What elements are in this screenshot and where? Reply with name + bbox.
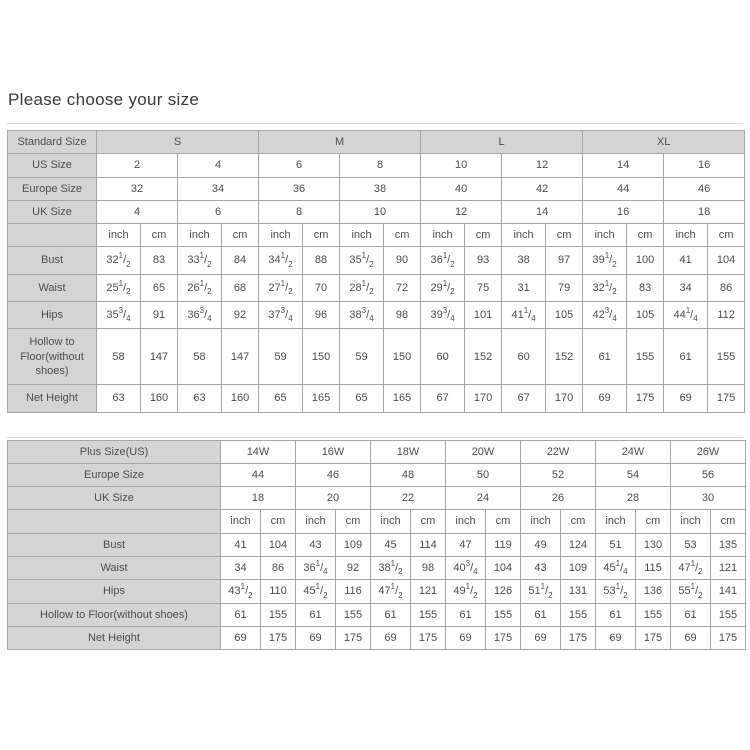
value-cell: 130 <box>636 533 671 556</box>
value-cell: 61 <box>371 603 411 626</box>
standard-size-table <box>7 130 745 413</box>
table-row <box>8 200 745 223</box>
value-cell: 69 <box>296 626 336 649</box>
value-cell: 4 <box>97 200 178 223</box>
value-cell: 69 <box>446 626 486 649</box>
row-label: Waist <box>8 274 97 301</box>
unit-header-cell: inch <box>221 510 261 533</box>
value-cell: 44 <box>583 177 664 200</box>
value-cell: 20W <box>446 440 521 463</box>
value-cell: 75 <box>465 274 502 301</box>
value-cell: $35^1/_2$ <box>340 247 384 274</box>
value-cell: $25^1/_2$ <box>97 274 141 301</box>
value-cell: 93 <box>465 247 502 274</box>
value-cell: $33^1/_2$ <box>178 247 222 274</box>
value-cell: 175 <box>711 626 746 649</box>
value-cell: 38 <box>502 247 546 274</box>
value-cell: 72 <box>384 274 421 301</box>
value-cell: 165 <box>303 385 340 412</box>
value-cell: 160 <box>141 385 178 412</box>
value-cell: 42 <box>502 177 583 200</box>
value-cell: 45 <box>371 533 411 556</box>
value-cell: 70 <box>303 274 340 301</box>
value-cell: 59 <box>340 329 384 385</box>
value-cell: 69 <box>596 626 636 649</box>
value-cell: 175 <box>627 385 664 412</box>
value-cell: 104 <box>261 533 296 556</box>
value-cell: 160 <box>222 385 259 412</box>
value-cell: 104 <box>486 557 521 580</box>
row-label: US Size <box>8 154 97 177</box>
row-label: Bust <box>8 533 221 556</box>
value-cell: $45^1/_4$ <box>596 557 636 580</box>
value-cell: 34 <box>664 274 708 301</box>
value-cell: 28 <box>596 487 671 510</box>
value-cell: 92 <box>336 557 371 580</box>
row-label: Hollow to Floor(without shoes) <box>8 329 97 385</box>
row-label: Waist <box>8 557 221 580</box>
value-cell: 105 <box>627 302 664 329</box>
value-cell: 44 <box>221 463 296 486</box>
unit-header-cell: inch <box>596 510 636 533</box>
unit-header-cell: inch <box>446 510 486 533</box>
plus-size-table <box>7 440 746 651</box>
value-cell: 91 <box>141 302 178 329</box>
unit-header-cell: cm <box>384 224 421 247</box>
unit-header-cell: cm <box>546 224 583 247</box>
value-cell: 56 <box>671 463 746 486</box>
row-label: UK Size <box>8 487 221 510</box>
table-row <box>8 131 745 154</box>
value-cell: 65 <box>141 274 178 301</box>
row-label: Europe Size <box>8 463 221 486</box>
value-cell: 141 <box>711 580 746 603</box>
unit-header-cell: inch <box>421 224 465 247</box>
value-cell: $35^3/_4$ <box>97 302 141 329</box>
value-cell: $38^3/_4$ <box>340 302 384 329</box>
divider-line <box>7 437 743 438</box>
value-cell: $44^1/_4$ <box>664 302 708 329</box>
value-cell: $26^1/_2$ <box>178 274 222 301</box>
value-cell: 147 <box>222 329 259 385</box>
value-cell: 105 <box>546 302 583 329</box>
unit-header-cell: inch <box>521 510 561 533</box>
value-cell: 50 <box>446 463 521 486</box>
value-cell: 150 <box>384 329 421 385</box>
value-cell: 18 <box>664 200 745 223</box>
row-label: Net Height <box>8 385 97 412</box>
value-cell: 12 <box>421 200 502 223</box>
row-label: Standard Size <box>8 131 97 154</box>
value-cell: 30 <box>671 487 746 510</box>
value-cell: 60 <box>502 329 546 385</box>
value-cell: $37^3/_4$ <box>259 302 303 329</box>
value-cell: 65 <box>259 385 303 412</box>
value-cell: 86 <box>708 274 745 301</box>
value-cell: $41^1/_4$ <box>502 302 546 329</box>
value-cell: 14W <box>221 440 296 463</box>
value-cell: 22 <box>371 487 446 510</box>
value-cell: 2 <box>97 154 178 177</box>
size-group-cell: S <box>97 131 259 154</box>
value-cell: 41 <box>221 533 261 556</box>
value-cell: 53 <box>671 533 711 556</box>
unit-header-cell: cm <box>261 510 296 533</box>
value-cell: 59 <box>259 329 303 385</box>
table-row <box>8 510 746 533</box>
value-cell: 175 <box>411 626 446 649</box>
value-cell: 58 <box>97 329 141 385</box>
row-label: Hollow to Floor(without shoes) <box>8 603 221 626</box>
value-cell: 170 <box>465 385 502 412</box>
value-cell: 38 <box>340 177 421 200</box>
value-cell: 155 <box>636 603 671 626</box>
value-cell: 69 <box>583 385 627 412</box>
value-cell: $38^1/_2$ <box>371 557 411 580</box>
table-row <box>8 440 746 463</box>
unit-header-cell: cm <box>141 224 178 247</box>
value-cell: $55^1/_2$ <box>671 580 711 603</box>
value-cell: 90 <box>384 247 421 274</box>
value-cell: $36^3/_4$ <box>178 302 222 329</box>
value-cell: 175 <box>636 626 671 649</box>
value-cell: $53^1/_2$ <box>596 580 636 603</box>
value-cell: 24 <box>446 487 521 510</box>
value-cell: 92 <box>222 302 259 329</box>
value-cell: 14 <box>583 154 664 177</box>
unit-header-cell: inch <box>583 224 627 247</box>
value-cell: 83 <box>141 247 178 274</box>
value-cell: $34^1/_2$ <box>259 247 303 274</box>
value-cell: 34 <box>178 177 259 200</box>
value-cell: 175 <box>486 626 521 649</box>
row-label <box>8 224 97 247</box>
unit-header-cell: cm <box>627 224 664 247</box>
value-cell: 8 <box>259 200 340 223</box>
value-cell: 96 <box>303 302 340 329</box>
table-row <box>8 580 746 603</box>
value-cell: 31 <box>502 274 546 301</box>
row-label: Europe Size <box>8 177 97 200</box>
unit-header-cell: inch <box>340 224 384 247</box>
value-cell: 114 <box>411 533 446 556</box>
value-cell: 4 <box>178 154 259 177</box>
table-row <box>8 329 745 385</box>
value-cell: 112 <box>708 302 745 329</box>
value-cell: 170 <box>546 385 583 412</box>
unit-header-cell: cm <box>411 510 446 533</box>
value-cell: 135 <box>711 533 746 556</box>
value-cell: 155 <box>627 329 664 385</box>
value-cell: 61 <box>596 603 636 626</box>
table-row <box>8 557 746 580</box>
value-cell: 51 <box>596 533 636 556</box>
row-label: Plus Size(US) <box>8 440 221 463</box>
value-cell: 100 <box>627 247 664 274</box>
unit-header-cell: cm <box>636 510 671 533</box>
value-cell: 101 <box>465 302 502 329</box>
value-cell: 46 <box>296 463 371 486</box>
value-cell: 67 <box>421 385 465 412</box>
unit-header-cell: cm <box>711 510 746 533</box>
value-cell: 24W <box>596 440 671 463</box>
value-cell: $47^1/_2$ <box>671 557 711 580</box>
value-cell: 119 <box>486 533 521 556</box>
value-cell: 46 <box>664 177 745 200</box>
value-cell: 124 <box>561 533 596 556</box>
value-cell: 116 <box>336 580 371 603</box>
value-cell: 61 <box>296 603 336 626</box>
value-cell: $32^1/_2$ <box>583 274 627 301</box>
value-cell: 18 <box>221 487 296 510</box>
unit-header-cell: cm <box>222 224 259 247</box>
value-cell: 40 <box>421 177 502 200</box>
value-cell: 32 <box>97 177 178 200</box>
value-cell: 69 <box>664 385 708 412</box>
table-row <box>8 274 745 301</box>
value-cell: 63 <box>178 385 222 412</box>
value-cell: 36 <box>259 177 340 200</box>
unit-header-cell: inch <box>664 224 708 247</box>
value-cell: $36^1/_4$ <box>296 557 336 580</box>
value-cell: $45^1/_2$ <box>296 580 336 603</box>
value-cell: 155 <box>711 603 746 626</box>
unit-header-cell: cm <box>336 510 371 533</box>
value-cell: 47 <box>446 533 486 556</box>
value-cell: 52 <box>521 463 596 486</box>
table-row <box>8 463 746 486</box>
table-row <box>8 177 745 200</box>
value-cell: 61 <box>221 603 261 626</box>
value-cell: 165 <box>384 385 421 412</box>
value-cell: 98 <box>411 557 446 580</box>
value-cell: 68 <box>222 274 259 301</box>
unit-header-cell: inch <box>371 510 411 533</box>
value-cell: 10 <box>421 154 502 177</box>
size-group-cell: M <box>259 131 421 154</box>
value-cell: 88 <box>303 247 340 274</box>
value-cell: 69 <box>221 626 261 649</box>
value-cell: 16W <box>296 440 371 463</box>
value-cell: 65 <box>340 385 384 412</box>
row-label: UK Size <box>8 200 97 223</box>
unit-header-cell: inch <box>178 224 222 247</box>
value-cell: 150 <box>303 329 340 385</box>
value-cell: $36^1/_2$ <box>421 247 465 274</box>
table-row <box>8 626 746 649</box>
value-cell: 115 <box>636 557 671 580</box>
table-row <box>8 533 746 556</box>
value-cell: 8 <box>340 154 421 177</box>
value-cell: 63 <box>97 385 141 412</box>
value-cell: 155 <box>411 603 446 626</box>
value-cell: 48 <box>371 463 446 486</box>
value-cell: 69 <box>671 626 711 649</box>
value-cell: 41 <box>664 247 708 274</box>
value-cell: 110 <box>261 580 296 603</box>
value-cell: $39^3/_4$ <box>421 302 465 329</box>
value-cell: 22W <box>521 440 596 463</box>
value-cell: 155 <box>336 603 371 626</box>
value-cell: 58 <box>178 329 222 385</box>
unit-header-cell: cm <box>561 510 596 533</box>
value-cell: 104 <box>708 247 745 274</box>
value-cell: 136 <box>636 580 671 603</box>
unit-header-cell: cm <box>708 224 745 247</box>
value-cell: 26 <box>521 487 596 510</box>
unit-header-cell: cm <box>486 510 521 533</box>
value-cell: 155 <box>708 329 745 385</box>
value-cell: 121 <box>411 580 446 603</box>
value-cell: $39^1/_2$ <box>583 247 627 274</box>
value-cell: 26W <box>671 440 746 463</box>
value-cell: 97 <box>546 247 583 274</box>
row-label: Hips <box>8 580 221 603</box>
value-cell: 98 <box>384 302 421 329</box>
value-cell: 152 <box>546 329 583 385</box>
value-cell: 147 <box>141 329 178 385</box>
size-group-cell: XL <box>583 131 745 154</box>
value-cell: 86 <box>261 557 296 580</box>
value-cell: 152 <box>465 329 502 385</box>
value-cell: 34 <box>221 557 261 580</box>
value-cell: 69 <box>371 626 411 649</box>
value-cell: $42^3/_4$ <box>583 302 627 329</box>
value-cell: 155 <box>261 603 296 626</box>
value-cell: $51^1/_2$ <box>521 580 561 603</box>
table-row <box>8 154 745 177</box>
value-cell: 12 <box>502 154 583 177</box>
unit-header-cell: inch <box>502 224 546 247</box>
value-cell: 61 <box>521 603 561 626</box>
value-cell: $43^1/_2$ <box>221 580 261 603</box>
value-cell: 175 <box>261 626 296 649</box>
value-cell: 6 <box>178 200 259 223</box>
value-cell: 175 <box>336 626 371 649</box>
table-row <box>8 603 746 626</box>
table-row <box>8 487 746 510</box>
value-cell: 10 <box>340 200 421 223</box>
row-label: Hips <box>8 302 97 329</box>
value-cell: 69 <box>521 626 561 649</box>
value-cell: 155 <box>561 603 596 626</box>
value-cell: 20 <box>296 487 371 510</box>
value-cell: $47^1/_2$ <box>371 580 411 603</box>
value-cell: 18W <box>371 440 446 463</box>
value-cell: 43 <box>296 533 336 556</box>
unit-header-cell: cm <box>465 224 502 247</box>
value-cell: 155 <box>486 603 521 626</box>
table-row <box>8 247 745 274</box>
size-group-cell: L <box>421 131 583 154</box>
value-cell: 14 <box>502 200 583 223</box>
value-cell: 109 <box>561 557 596 580</box>
row-label: Bust <box>8 247 97 274</box>
value-cell: $28^1/_2$ <box>340 274 384 301</box>
row-label: Net Height <box>8 626 221 649</box>
value-cell: 6 <box>259 154 340 177</box>
value-cell: $29^1/_2$ <box>421 274 465 301</box>
table-row <box>8 224 745 247</box>
table-row <box>8 385 745 412</box>
unit-header-cell: inch <box>671 510 711 533</box>
value-cell: 84 <box>222 247 259 274</box>
value-cell: $27^1/_2$ <box>259 274 303 301</box>
value-cell: 175 <box>561 626 596 649</box>
unit-header-cell: inch <box>259 224 303 247</box>
value-cell: 61 <box>671 603 711 626</box>
value-cell: $49^1/_2$ <box>446 580 486 603</box>
value-cell: 67 <box>502 385 546 412</box>
unit-header-cell: inch <box>97 224 141 247</box>
value-cell: 61 <box>583 329 627 385</box>
value-cell: 16 <box>583 200 664 223</box>
value-cell: 109 <box>336 533 371 556</box>
row-label <box>8 510 221 533</box>
value-cell: 61 <box>664 329 708 385</box>
value-cell: 54 <box>596 463 671 486</box>
value-cell: 60 <box>421 329 465 385</box>
value-cell: $32^1/_2$ <box>97 247 141 274</box>
value-cell: 83 <box>627 274 664 301</box>
value-cell: 175 <box>708 385 745 412</box>
unit-header-cell: cm <box>303 224 340 247</box>
table-row <box>8 302 745 329</box>
unit-header-cell: inch <box>296 510 336 533</box>
value-cell: 16 <box>664 154 745 177</box>
page-title: Please choose your size <box>8 90 200 109</box>
value-cell: $40^3/_4$ <box>446 557 486 580</box>
value-cell: 49 <box>521 533 561 556</box>
value-cell: 79 <box>546 274 583 301</box>
value-cell: 121 <box>711 557 746 580</box>
value-cell: 61 <box>446 603 486 626</box>
value-cell: 131 <box>561 580 596 603</box>
divider-line <box>7 123 743 124</box>
value-cell: 43 <box>521 557 561 580</box>
value-cell: 126 <box>486 580 521 603</box>
